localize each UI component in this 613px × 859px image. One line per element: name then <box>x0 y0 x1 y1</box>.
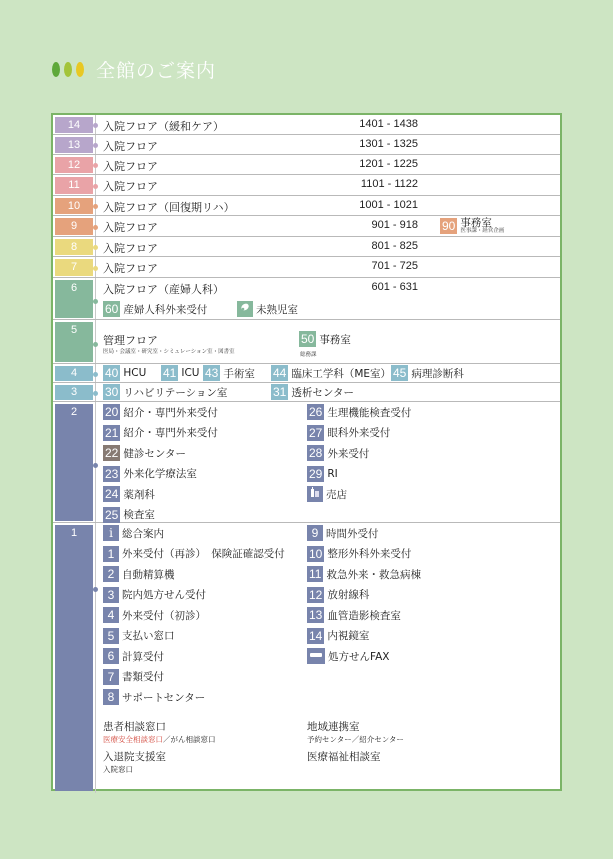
item-label: 産婦人科外来受付 <box>123 303 208 316</box>
item-label: 臨床工学科（ME室） <box>291 367 392 380</box>
item-label: 支払い窓口 <box>122 630 175 642</box>
floor-badge: 3 <box>55 385 93 400</box>
location-number: 5 <box>103 628 119 644</box>
connector-dot <box>93 342 98 347</box>
directory-item <box>103 689 205 705</box>
office-subtitle <box>103 764 166 775</box>
floor-subtitle: 医局・会議室・研究室・シミュレーション室・図書室 <box>103 349 235 355</box>
floor-badge: 8 <box>55 239 93 255</box>
item-label: 処方せんFAX <box>328 650 390 663</box>
page-title: 全館のご案内 <box>96 59 217 82</box>
floor-name: 入院フロア <box>103 221 158 234</box>
office-title: 医療福祉相談室 <box>307 751 381 763</box>
directory-item <box>271 384 354 400</box>
room-range: 1001 - 1021 <box>359 199 418 211</box>
directory-item <box>307 466 338 482</box>
office-block <box>103 749 166 775</box>
directory-item <box>103 507 155 523</box>
connector-dot <box>93 587 98 592</box>
directory-item <box>103 365 146 381</box>
item-label: 紹介・専門外来受付 <box>123 406 218 419</box>
room-range: 1101 - 1122 <box>360 178 418 190</box>
directory-item <box>103 546 285 562</box>
item-label: 健診センター <box>123 447 186 460</box>
location-number: 10 <box>309 546 323 561</box>
shop-icon <box>307 486 323 502</box>
leaf-icon <box>52 62 60 77</box>
directory-item <box>307 648 389 664</box>
floor-name: 管理フロア <box>103 334 158 347</box>
item-label: 総合案内 <box>122 527 164 540</box>
floor-row-1 <box>53 523 560 793</box>
item-label: 手術室 <box>223 367 255 380</box>
item-label: 外来化学療法室 <box>123 468 197 480</box>
floor-row-9 <box>53 216 560 237</box>
floor-badge: 11 <box>55 177 93 194</box>
directory-item <box>103 628 175 644</box>
location-number: 90 <box>442 219 456 233</box>
directory-item <box>103 648 164 664</box>
item-subtitle: 総務課 <box>300 352 317 358</box>
office-title: 入退院支援室 <box>103 751 166 763</box>
item-label: RI <box>327 467 338 480</box>
connector-dot <box>93 143 98 148</box>
directory-item <box>307 628 369 644</box>
item-label: 内視鏡室 <box>327 630 370 642</box>
floor-directory <box>51 113 562 791</box>
location-number: 7 <box>103 669 119 685</box>
leaf-icon <box>64 62 72 77</box>
room-range: 801 - 825 <box>371 240 418 252</box>
divider <box>95 523 96 793</box>
floor-row-5 <box>53 320 560 364</box>
item-label: 外来受付 <box>327 447 370 460</box>
connector-dot <box>93 163 98 168</box>
directory-item <box>307 566 421 582</box>
floor-badge: 10 <box>55 198 93 214</box>
item-label: 未熟児室 <box>256 303 298 316</box>
location-number: 6 <box>103 648 119 664</box>
floor-name: 入院フロア <box>103 242 158 255</box>
baby-icon <box>237 301 253 317</box>
floor-row-4 <box>53 364 560 383</box>
location-number: 44 <box>273 366 287 380</box>
directory-item <box>103 404 218 420</box>
location-number: 14 <box>309 628 323 643</box>
room-range: 601 - 631 <box>371 281 418 293</box>
item-label: 時間外受付 <box>326 527 379 540</box>
directory-item <box>307 525 379 541</box>
directory-item <box>103 425 218 441</box>
office-subtitle-highlight: 医療安全相談窓口 <box>103 735 163 744</box>
directory-item <box>307 587 369 603</box>
item-label: 外来受付（再診） 保険証確認受付 <box>122 548 285 560</box>
fax-icon <box>307 648 325 664</box>
directory-item <box>271 365 391 381</box>
floor-badge: 14 <box>55 117 93 133</box>
directory-item <box>103 669 164 685</box>
directory-item <box>161 365 199 381</box>
floor-badge: 12 <box>55 157 93 173</box>
office-title: 地域連携室 <box>307 721 360 733</box>
location-number: 21 <box>105 425 119 440</box>
floor-badge: 5 <box>55 322 93 362</box>
item-label: 検査室 <box>123 509 155 521</box>
floor-row-6 <box>53 278 560 320</box>
item-label: 血管造影検査室 <box>327 609 401 622</box>
item-label: 眼科外来受付 <box>327 427 391 439</box>
item-label: 事務室 <box>319 333 351 346</box>
directory-item <box>103 466 197 482</box>
item-label: 売店 <box>326 488 347 501</box>
directory-item <box>391 365 464 381</box>
floor-row-7 <box>53 257 560 278</box>
location-number: 24 <box>105 487 119 501</box>
page-header <box>52 56 216 82</box>
directory-item <box>307 546 411 562</box>
location-number: 25 <box>105 507 119 522</box>
floor-badge: 2 <box>55 404 93 521</box>
room-range: 701 - 725 <box>371 260 418 272</box>
floor-row-11 <box>53 175 560 196</box>
directory-item <box>103 301 207 317</box>
office-block <box>307 719 404 745</box>
item-label: サポートセンター <box>122 691 206 704</box>
connector-dot <box>93 463 98 468</box>
floor-row-10 <box>53 196 560 216</box>
directory-item <box>103 587 206 603</box>
office-title: 患者相談窓口 <box>103 721 166 733</box>
directory-item <box>103 384 227 400</box>
directory-item <box>307 445 369 461</box>
directory-item <box>307 404 411 420</box>
item-label: 自動精算機 <box>122 568 175 581</box>
directory-item <box>307 425 390 441</box>
location-number: 40 <box>105 366 119 380</box>
floor-badge: 7 <box>55 259 93 276</box>
item-label: 病理診断科 <box>411 367 464 380</box>
item-label: 書類受付 <box>122 671 164 683</box>
floor-row-3 <box>53 383 560 402</box>
location-number: 23 <box>105 466 119 481</box>
location-number: 12 <box>309 587 323 602</box>
item-subtitle: 医事課・経営企画 <box>460 227 505 234</box>
office-block <box>307 749 381 764</box>
room-range: 1201 - 1225 <box>359 158 418 170</box>
floor-row-13 <box>53 135 560 155</box>
floor-name: 入院フロア（緩和ケア） <box>103 120 224 133</box>
location-number: 13 <box>309 608 323 622</box>
floor-badge: 9 <box>55 218 93 235</box>
office-subtitle-text: 予約センター／紹介センター <box>307 735 404 744</box>
floor-row-8 <box>53 237 560 257</box>
room-range: 1401 - 1438 <box>359 118 418 130</box>
location-number: 30 <box>105 385 119 399</box>
floor-name: 入院フロア <box>103 160 158 173</box>
directory-item <box>103 525 164 541</box>
location-number: 29 <box>309 466 323 481</box>
room-range: 1301 - 1325 <box>359 138 418 150</box>
item-label: 生理機能検査受付 <box>327 406 412 419</box>
office-block <box>103 719 216 745</box>
directory-item <box>103 607 206 623</box>
connector-dot <box>93 204 98 209</box>
location-number: 31 <box>273 385 287 399</box>
item-label: HCU <box>123 367 147 379</box>
directory-item <box>203 365 255 381</box>
directory-item <box>103 445 186 461</box>
floor-name: 入院フロア <box>103 180 158 193</box>
directory-item <box>307 607 401 623</box>
connector-dot <box>93 299 98 304</box>
location-number: 11 <box>309 567 322 581</box>
info-icon: i <box>103 525 119 541</box>
room-range: 901 - 918 <box>371 219 418 231</box>
item-label: 計算受付 <box>122 650 164 663</box>
office-subtitle <box>103 734 216 745</box>
floor-name: 入院フロア（産婦人科） <box>103 283 224 296</box>
office-item <box>299 331 351 347</box>
location-number: 26 <box>309 405 323 419</box>
location-number: 60 <box>105 302 119 316</box>
floor-badge: 6 <box>55 280 93 318</box>
floor-badge: 1 <box>55 525 93 791</box>
connector-dot <box>93 372 98 377</box>
location-number: 22 <box>105 446 119 460</box>
floor-row-12 <box>53 155 560 175</box>
item-label: 紹介・専門外来受付 <box>123 427 218 439</box>
location-number: 27 <box>309 425 323 440</box>
floor-badge: 13 <box>55 137 93 153</box>
item-label: 放射線科 <box>327 589 370 601</box>
office-subtitle <box>307 734 404 745</box>
floor-row-2 <box>53 402 560 523</box>
item-label: 外来受付（初診） <box>122 609 206 622</box>
connector-dot <box>93 123 98 128</box>
location-number: 41 <box>163 366 177 380</box>
office-subtitle-text: 入院窓口 <box>103 765 133 774</box>
floor-name: 入院フロア <box>103 140 158 153</box>
connector-dot <box>93 245 98 250</box>
floor-badge: 4 <box>55 366 93 381</box>
connector-dot <box>93 391 98 396</box>
directory-item <box>103 566 175 582</box>
office-subtitle-text: ／がん相談窓口 <box>163 735 216 744</box>
item-label: ICU <box>181 367 200 379</box>
item-label: 救急外来・救急病棟 <box>326 568 421 581</box>
floor-name: 入院フロア（回復期リハ） <box>103 201 235 214</box>
directory-item <box>237 301 298 317</box>
location-number: 8 <box>103 689 119 705</box>
connector-dot <box>93 225 98 230</box>
location-number: 4 <box>103 607 119 623</box>
item-label: 透析センター <box>291 386 354 399</box>
connector-dot <box>93 184 98 189</box>
item-label: リハビリテーション室 <box>123 386 228 399</box>
floor-name: 入院フロア <box>103 262 158 275</box>
item-label: 事務室 <box>460 217 492 229</box>
location-number: 1 <box>103 546 119 562</box>
item-label: 整形外科外来受付 <box>327 548 412 560</box>
directory-item <box>307 486 347 502</box>
location-number: 50 <box>301 332 315 346</box>
item-label: 薬剤科 <box>123 488 155 501</box>
item-label: 院内処方せん受付 <box>122 589 206 601</box>
location-number: 3 <box>103 587 119 603</box>
location-number: 2 <box>103 566 119 582</box>
office-item <box>440 218 504 234</box>
location-number: 45 <box>393 366 407 380</box>
location-number: 20 <box>105 405 119 419</box>
location-number: 28 <box>309 446 323 460</box>
location-number: 43 <box>205 366 219 380</box>
directory-item <box>103 486 155 502</box>
connector-dot <box>93 266 98 271</box>
floor-row-14 <box>53 115 560 135</box>
leaf-icon <box>76 62 84 77</box>
location-number: 9 <box>307 525 323 541</box>
